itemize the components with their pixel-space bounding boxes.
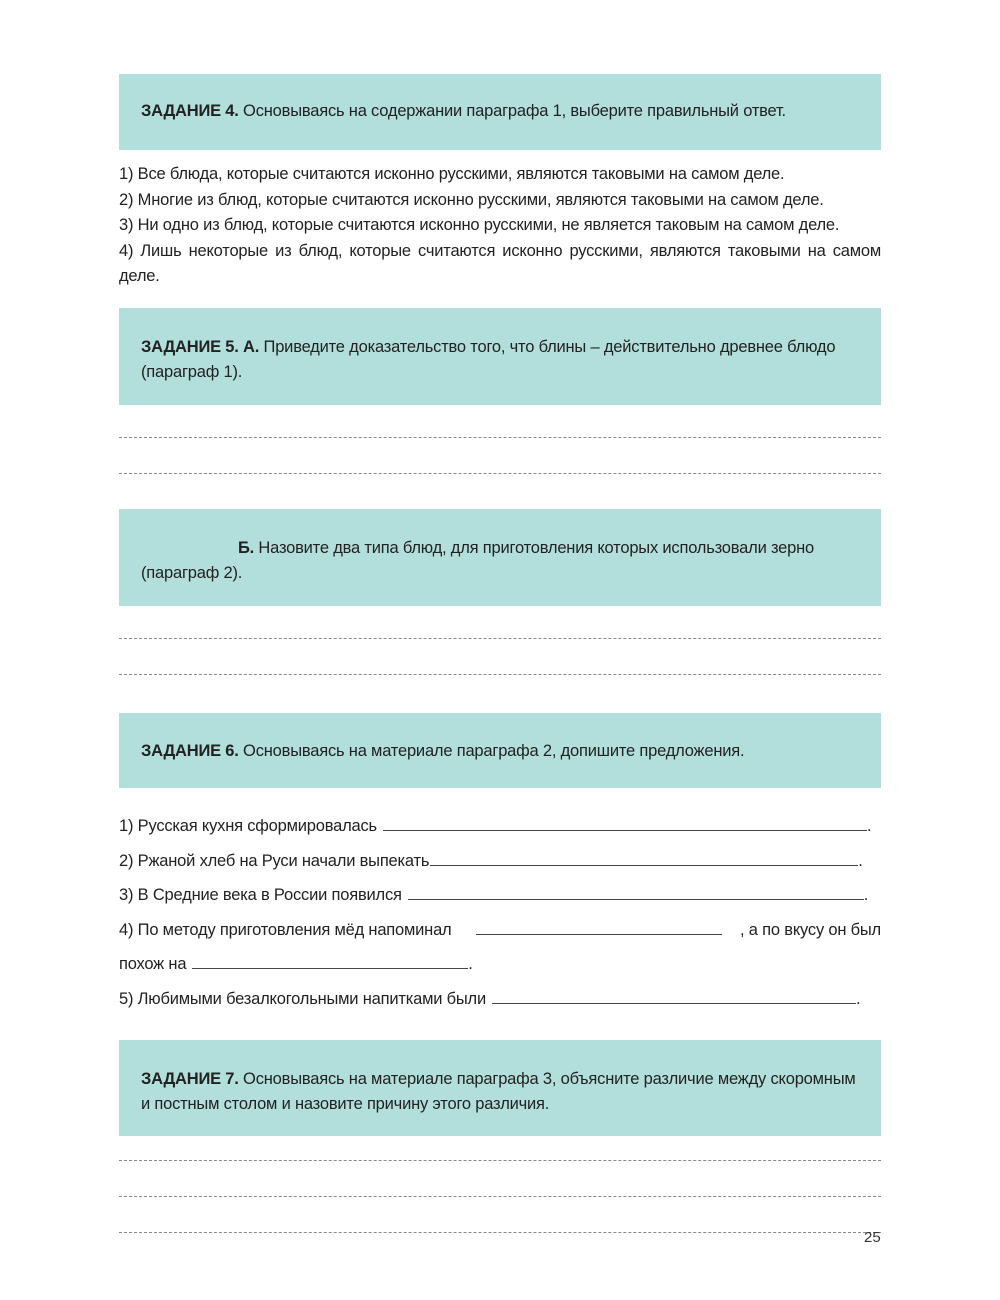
sentence-prefix-2: похож на [119,955,187,973]
task-4-option-4[interactable]: 4) Лишь некоторые из блюд, которые считаются исконно русскими, являются таковыми на самом деле. [119,241,881,285]
answer-line[interactable] [119,674,881,675]
fill-in-blank[interactable] [476,934,722,935]
workbook-page [119,74,881,1233]
task-4-options [119,162,881,290]
sentence-suffix: . [866,817,872,835]
task-7-header [119,1040,881,1136]
task-6-sentence-4-continued [119,940,881,975]
fill-in-blank[interactable] [192,968,468,969]
task-7-answer-area [119,1160,881,1233]
sentence-prefix: 1) Русская кухня сформировалась [119,817,377,835]
page-number: 25 [864,1229,881,1246]
task-4-option-2[interactable]: 2) Многие из блюд, которые считаются исконно русскими, являются таковыми на самом деле. [119,190,824,209]
task-6-instruction: Основываясь на материале параграфа 2, допишите предложения. [238,741,745,760]
task-5b-label: Б. [238,538,255,557]
answer-line[interactable] [119,473,881,474]
fill-in-blank[interactable] [492,1003,856,1004]
task-5a-answer-area [119,437,881,474]
task-5b-answer-area [119,638,881,675]
sentence-prefix: 2) Ржаной хлеб на Руси начали выпекать [119,851,430,870]
task-5a-header [119,308,881,405]
task-4-label: ЗАДАНИЕ 4. [141,102,239,120]
task-4-instruction: Основываясь на содержании параграфа 1, выберите правильный ответ. [238,102,786,120]
task-4-header [119,74,881,150]
task-6-sentence-2 [119,836,881,871]
sentence-middle: , а по вкусу он был [740,920,881,939]
task-4-option-1[interactable]: 1) Все блюда, которые считаются исконно русскими, являются таковыми на самом деле. [119,165,785,183]
task-7-instruction: Основываясь на материале параграфа 3, объясните различие между скоромным и постным столом и назовите причину этого различия. [141,1069,856,1113]
answer-line[interactable] [119,1196,881,1197]
task-6-sentence-5 [119,974,881,1009]
sentence-suffix: . [468,955,473,973]
task-6-label: ЗАДАНИЕ 6. [141,741,239,760]
fill-in-blank[interactable] [383,830,867,831]
answer-line[interactable] [119,437,881,438]
sentence-suffix: . [855,989,861,1008]
answer-line[interactable] [119,638,881,639]
task-5b-header [119,509,881,606]
fill-in-blank[interactable] [408,899,864,900]
task-7-label: ЗАДАНИЕ 7. [141,1069,239,1088]
task-5b-instruction: Назовите два типа блюд, для приготовления которых использовали зерно (параграф 2). [141,538,814,582]
sentence-suffix: . [863,886,869,904]
task-6-sentence-1 [119,802,881,837]
task-6-sentence-4 [119,905,881,940]
task-6-header [119,713,881,788]
fill-in-blank[interactable] [430,865,858,866]
sentence-prefix: 4) По методу приготовления мёд напоминал [119,920,452,939]
sentence-suffix: . [858,851,863,870]
task-5a-instruction: Приведите доказательство того, что блины – действительно древнее блюдо (параграф 1). [141,337,836,381]
sentence-prefix: 3) В Средние века в России появился [119,886,402,904]
task-6-sentences [119,802,881,1009]
task-4-option-3[interactable]: 3) Ни одно из блюд, которые считаются исконно русскими, не является таковым на самом деле. [119,216,840,234]
answer-line[interactable] [119,1160,881,1161]
task-5a-label: ЗАДАНИЕ 5. А. [141,337,260,356]
sentence-prefix: 5) Любимыми безалкогольными напитками были [119,989,486,1008]
answer-line[interactable] [119,1232,881,1233]
task-6-sentence-3 [119,871,881,906]
